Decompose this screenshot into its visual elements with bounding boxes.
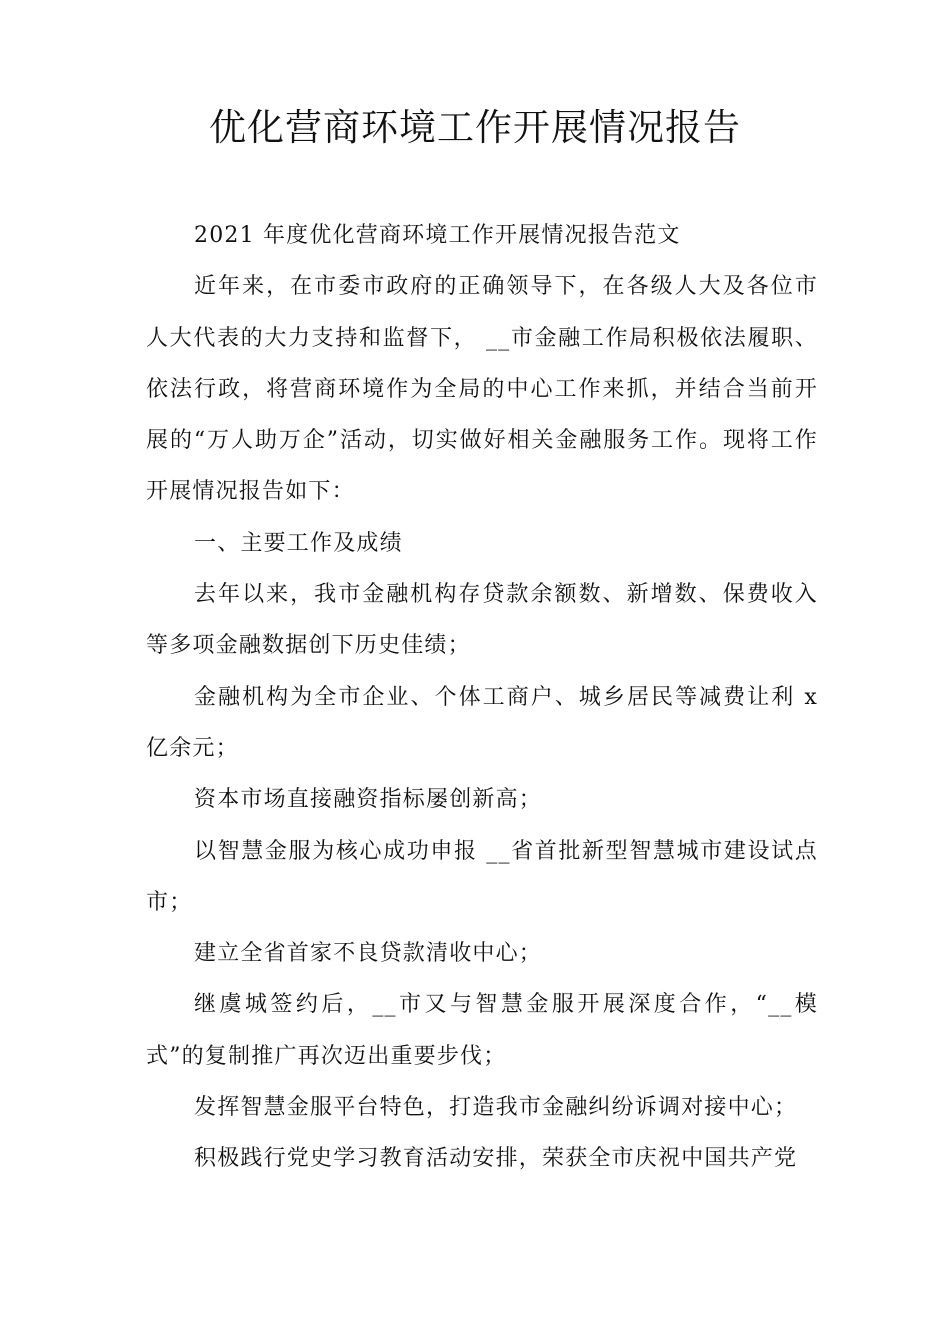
paragraph-item: 继虞城签约后，__市又与智慧金服开展深度合作，“__模式”的复制推广再次迈出重要步伐； [146,992,818,1069]
section-heading: 一、主要工作及成绩 [194,530,403,556]
paragraph-item: 去年以来，我市金融机构存贷款余额数、新增数、保费收入等多项金融数据创下历史佳绩； [146,582,818,659]
page-title: 优化营商环境工作开展情况报告 [209,106,741,149]
paragraph-item: 积极践行党史学习教育活动安排，荣获全市庆祝中国共产党 [194,1146,798,1172]
paragraph-subtitle: 2021 年度优化营商环境工作开展情况报告范文 [194,223,681,248]
paragraph-item: 建立全省首家不良贷款清收中心； [194,941,543,967]
document-body [146,210,818,1185]
paragraph-item: 资本市场直接融资指标屡创新高； [194,787,543,813]
paragraph-item: 发挥智慧金服平台特色，打造我市金融纠纷诉调对接中心； [194,1095,798,1121]
paragraph-intro: 近年来，在市委市政府的正确领导下，在各级人大及各位市人大代表的大力支持和监督下， __市金融工作局积极依法履职、依法行政，将营商环境作为全局的中心工作来抓，并结合当前开展的“万人助万企”活动，切实做好相关金融服务工作。现将工作开展情况报告如下： [146,274,818,505]
paragraph-item: 以智慧金服为核心成功申报 __省首批新型智慧城市建设试点市； [146,838,818,915]
paragraph-item: 金融机构为全市企业、个体工商户、城乡居民等减费让利 x 亿余元； [146,684,818,761]
